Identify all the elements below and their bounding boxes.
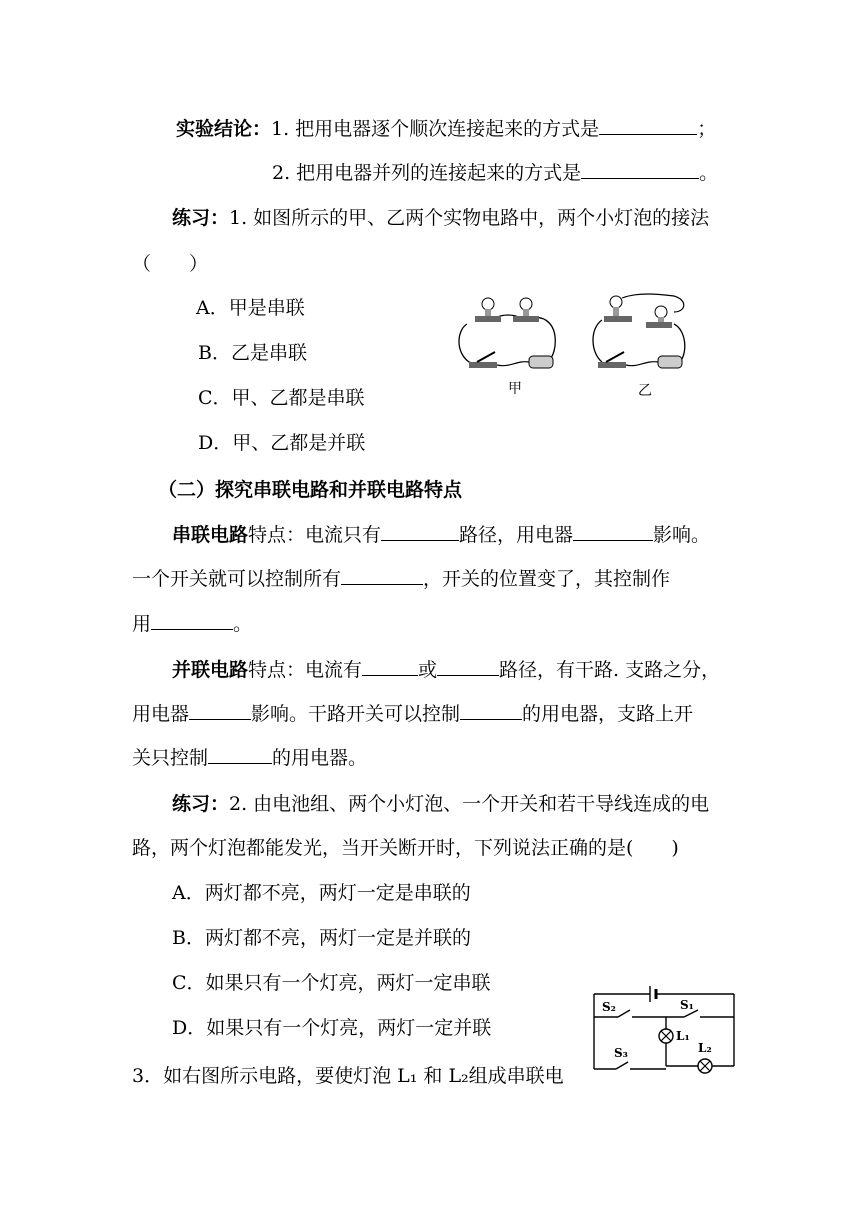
question3-text: 3．如右图所示电路，要使灯泡 L₁ 和 L₂组成串联电 [132,1065,564,1087]
circuit-diagram [588,982,743,1082]
option-c: C．甲、乙都是串联 [198,387,365,409]
series-text: 一个开关就可以控制所有 [132,568,342,590]
practice1-question [172,206,709,230]
series-text: 路径，用电器 [459,524,574,546]
answer-blank[interactable] [581,160,699,179]
practice1-label: 练习： [172,207,230,229]
answer-blank[interactable] [460,701,522,720]
parallel-text: 影响。干路开关可以控制 [251,703,461,725]
series-text: ，开关的位置变了，其控制作 [423,568,671,590]
answer-blank[interactable] [208,745,272,764]
parallel-text: 关只控制 [132,747,209,769]
figure-label-yi: 乙 [638,383,652,399]
label-l2: L₂ [698,1041,712,1055]
series-text: 特点：电流只有 [248,524,382,546]
conclusion-item-1: 1. 把用电器逐个顺次连接起来的方式是 [271,118,600,140]
conclusion-item-2: 2. 把用电器并列的连接起来的方式是 [272,162,582,184]
label-s2: S₂ [602,1000,616,1014]
punctuation: ； [697,118,717,140]
punctuation: 。 [699,162,719,184]
label-s1: S₁ [680,998,694,1012]
parallel-text: 特点：电流有 [248,659,363,681]
answer-blank[interactable] [189,701,251,720]
answer-blank[interactable] [437,657,499,676]
parallel-text: 或 [418,659,438,681]
series-text: 影响。 [653,524,711,546]
section2-heading: （二）探究串联电路和并联电路特点 [158,479,463,501]
parallel-text: 路径，有干路. 支路之分， [499,659,721,681]
conclusion-line-1 [176,116,716,141]
practice2-label: 练习： [172,793,230,815]
series-text: 用 [132,613,152,635]
label-l1: L₁ [676,1029,690,1043]
option-a: A．甲是串联 [196,297,305,319]
practice2-question [172,792,709,816]
option-d: D．甲、乙都是并联 [198,432,366,454]
practice2-question-cont: 路，两个灯泡都能发光，当开关断开时，下列说法正确的是( ) [132,837,679,859]
parallel-line-3 [132,745,367,770]
series-line-3 [132,611,252,636]
parallel-text: 的用电器，支路上开 [522,703,694,725]
option-b: B．乙是串联 [198,342,307,364]
series-line-1 [172,522,710,547]
option-c: C．如果只有一个灯亮，两灯一定串联 [172,972,491,994]
answer-blank[interactable] [573,522,653,541]
figure-label-jia: 甲 [508,381,522,397]
option-d: D．如果只有一个灯亮，两灯一定并联 [172,1017,492,1039]
answer-blank[interactable] [381,522,459,541]
option-b: B．两灯都不亮，两灯一定是并联的 [172,927,471,949]
answer-blank[interactable] [151,611,233,630]
practice1-bracket: （ ） [132,253,209,275]
answer-blank[interactable] [362,657,418,676]
option-a: A．两灯都不亮，两灯一定是串联的 [172,882,471,904]
answer-blank[interactable] [599,116,697,135]
label-s3: S₃ [614,1046,628,1060]
series-text: 。 [233,613,253,635]
series-label: 串联电路 [172,524,249,546]
answer-blank[interactable] [341,566,423,585]
conclusion-label: 实验结论： [176,118,272,140]
practice1-text: 1. 如图所示的甲、乙两个实物电路中，两个小灯泡的接法 [229,207,710,229]
lamp-icon [659,1029,673,1043]
lamp-icon [698,1059,712,1073]
parallel-text: 用电器 [132,703,190,725]
conclusion-line-2 [272,160,718,185]
parallel-line-2 [132,701,693,726]
series-line-2 [132,566,670,591]
parallel-line-1 [172,657,720,682]
parallel-text: 的用电器。 [272,747,368,769]
practice2-text: 2. 由电池组、两个小灯泡、一个开关和若干导线连成的电 [229,793,710,815]
parallel-label: 并联电路 [172,659,249,681]
